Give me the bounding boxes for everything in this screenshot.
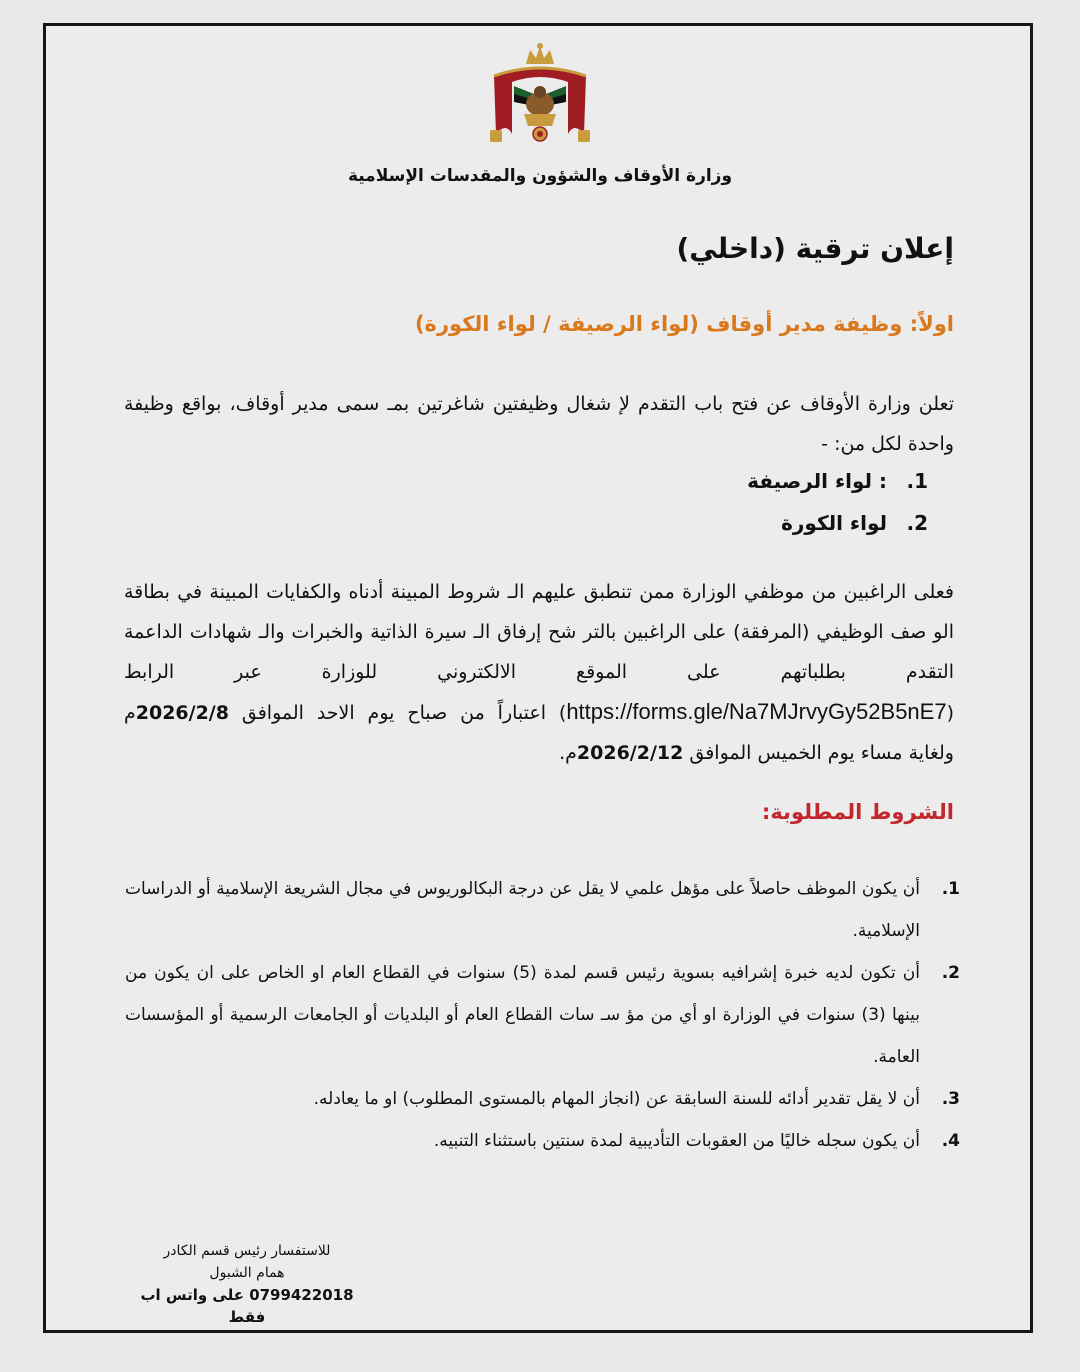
- condition-text: أن لا يقل تقدير أدائه للسنة السابقة عن (انجاز المهام بالمستوى المطلوب) او ما يعادله.: [313, 1089, 920, 1109]
- condition-item: [125, 868, 960, 952]
- location-item: [747, 506, 928, 548]
- start-date: 2026/2/8: [135, 702, 229, 724]
- condition-text: أن تكون لديه خبرة إشرافيه بسوية رئيس قسم لمدة (5) سنوات في القطاع العام او الخاص على ان يكون من بينها (3) سنوات في الوزارة او أي من مؤ سـ سات القطاع العام أو البلديات أو الجامعات الرسمية أو المؤسسات العامة.: [125, 963, 921, 1067]
- section-title: اولاً: وظيفة مدير أوقاف (لواء الرصيفة / لواء الكورة): [414, 312, 954, 336]
- contact-name: همام الشبول: [209, 1265, 285, 1281]
- announcement-title: إعلان ترقية (داخلي): [676, 232, 954, 265]
- condition-number: 4.: [941, 1131, 960, 1151]
- conditions-title: الشروط المطلوبة:: [761, 800, 954, 824]
- contact-phone-note: على واتس اب فقط: [140, 1286, 266, 1326]
- contact-phone-line: [122, 1284, 372, 1328]
- body-text-middle: م ولغاية مساء يوم الخميس الموافق: [124, 702, 954, 764]
- application-link[interactable]: https://forms.gle/Na7MJrvyGy52B5nE7: [566, 699, 947, 724]
- contact-block: [122, 1240, 372, 1328]
- condition-item: [125, 1078, 960, 1120]
- location-item: [747, 464, 928, 506]
- location-number: 1.: [906, 469, 928, 493]
- coat-of-arms-emblem: [484, 42, 596, 146]
- conditions-list: [125, 868, 960, 1162]
- condition-number: 2.: [941, 963, 960, 983]
- condition-text: أن يكون الموظف حاصلاً على مؤهل علمي لا يقل عن درجة البكالوريوس في مجال الشريعة الإسلامية أو الدراسات الإسلامية.: [125, 879, 920, 941]
- body-text-before-url: فعلى الراغبين من موظفي الوزارة ممن تنطبق عليهم الـ شروط المبينة أدناه والكفايات المبينة في بطاقة الو صف الوظيفي (المرفقة) على الراغبين بالتر شح إرفاق الـ سيرة الذاتية والخبرات والـ شهادات الداعمة التقدم بطلباتهم على الموقع الالكتروني للوزارة عبر الرابط (: [124, 581, 954, 724]
- location-label: لواء الكورة: [781, 511, 888, 535]
- condition-item: [125, 1120, 960, 1162]
- condition-number: 1.: [941, 879, 960, 899]
- body-text-end: م.: [559, 742, 577, 764]
- condition-text: أن يكون سجله خاليًا من العقوبات التأديبية لمدة سنتين باستثناء التنبيه.: [433, 1131, 920, 1151]
- end-date: 2026/2/12: [576, 742, 684, 764]
- condition-number: 3.: [941, 1089, 960, 1109]
- ministry-name: وزارة الأوقاف والشؤون والمقدسات الإسلامية: [347, 166, 733, 186]
- body-text-after-url: ) اعتباراً من صباح يوم الاحد الموافق: [228, 702, 567, 724]
- location-label: : لواء الرصيفة: [747, 469, 888, 493]
- application-paragraph: [124, 572, 954, 773]
- contact-phone[interactable]: 0799422018: [249, 1286, 354, 1304]
- location-number: 2.: [906, 511, 928, 535]
- condition-item: [125, 952, 960, 1078]
- locations-list: [747, 464, 928, 548]
- intro-paragraph: تعلن وزارة الأوقاف عن فتح باب التقدم لإ شغال وظيفتين شاغرتين بمـ سمى مدير أوقاف، بواقع وظيفة واحدة لكل من: -: [124, 393, 954, 455]
- contact-line-1: للاستفسار رئيس قسم الكادر: [163, 1243, 331, 1259]
